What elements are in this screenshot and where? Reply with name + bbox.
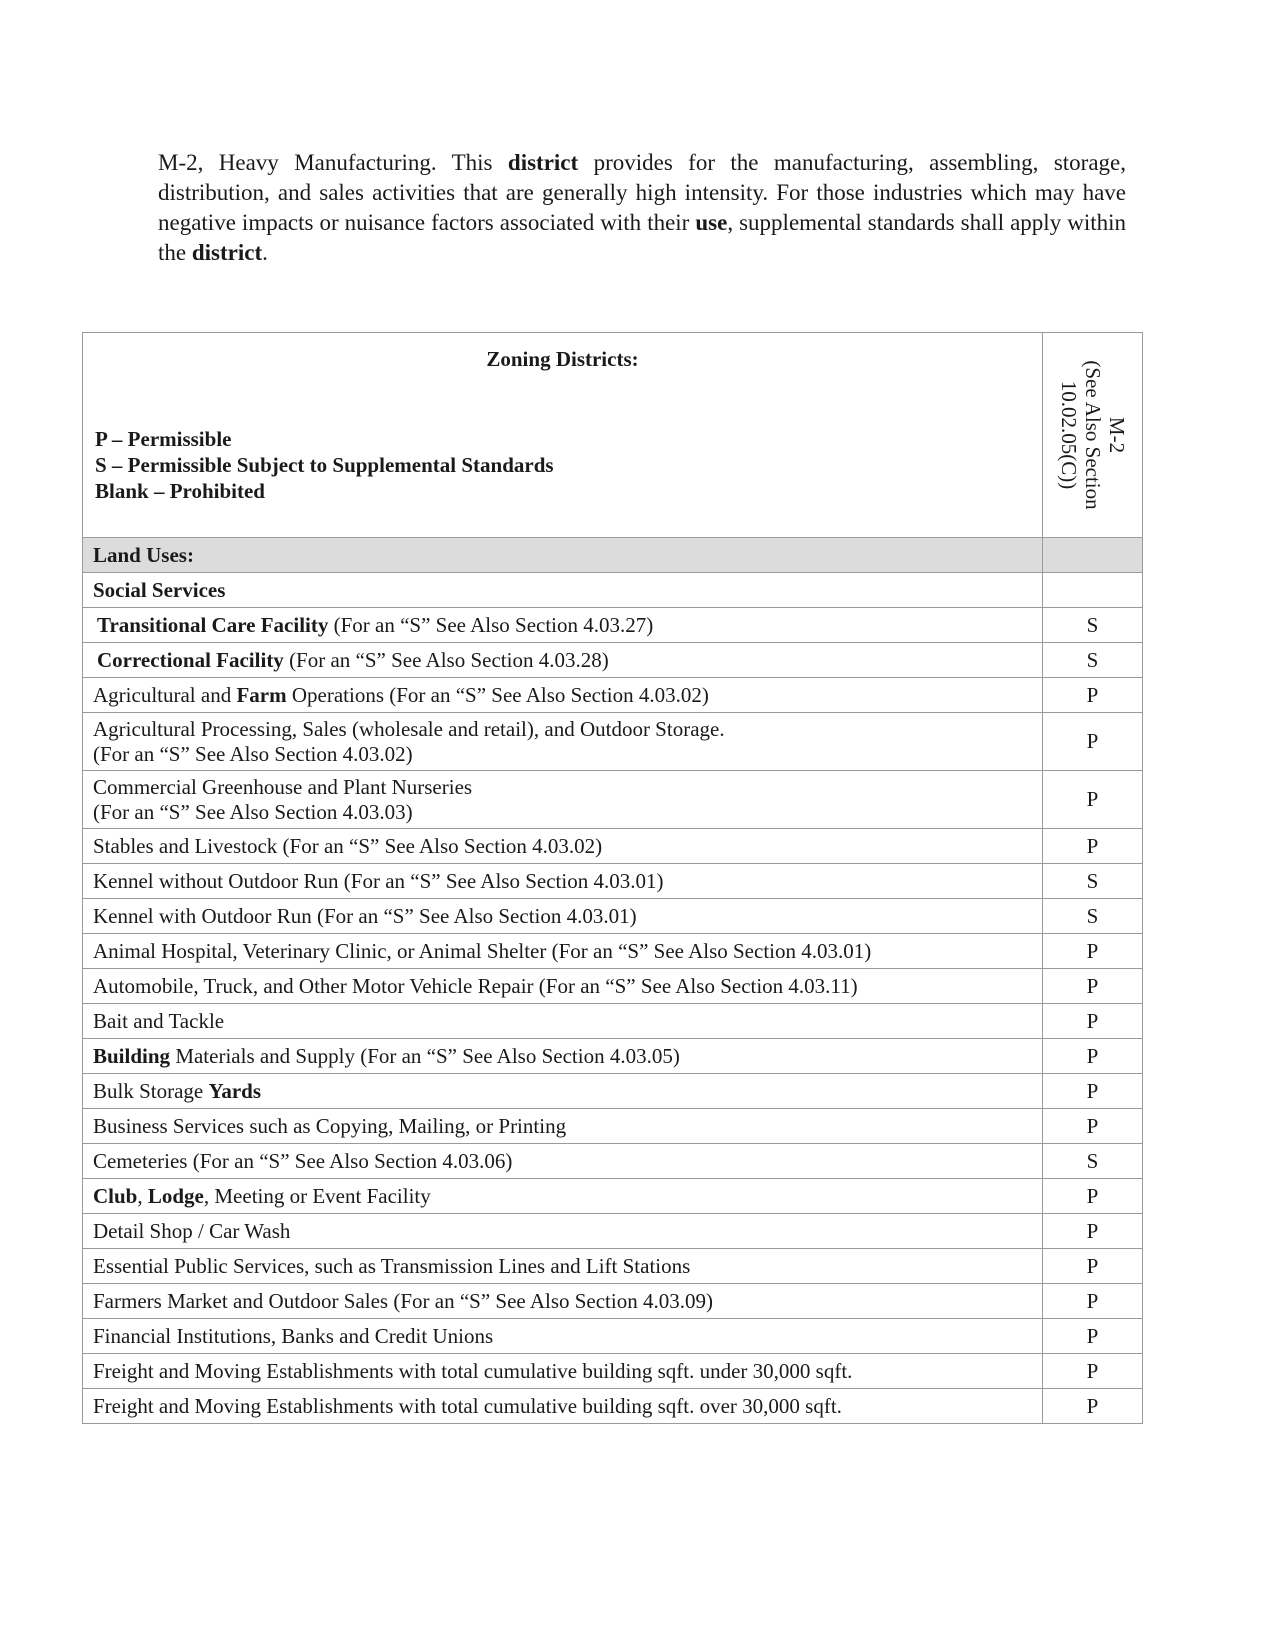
land-use-term: Building [93, 1043, 171, 1068]
land-use-text: , [137, 1183, 148, 1208]
land-use-text: Agricultural Processing, Sales (wholesale and retail), and Outdoor Storage. [93, 716, 725, 741]
legend-prohibited: Blank – Prohibited [95, 479, 265, 503]
land-use [83, 1074, 1043, 1109]
zoning-value: P [1043, 1109, 1143, 1144]
land-use-text: Commercial Greenhouse and Plant Nurseries [93, 774, 473, 799]
zoning-value: S [1043, 864, 1143, 899]
land-use: Kennel without Outdoor Run (For an “S” See Also Section 4.03.01) [83, 864, 1043, 899]
land-use: Bait and Tackle [83, 1004, 1043, 1039]
table-row [83, 713, 1143, 771]
zoning-value: S [1043, 643, 1143, 678]
land-use-text: , Meeting or Event Facility [203, 1183, 431, 1208]
district-column-header [1043, 333, 1143, 538]
table-row [83, 1179, 1143, 1214]
zoning-value: P [1043, 934, 1143, 969]
land-use-term: Club [93, 1183, 138, 1208]
table-row [83, 1109, 1143, 1144]
zoning-value: P [1043, 1074, 1143, 1109]
zoning-value: P [1043, 1354, 1143, 1389]
table-row [83, 1319, 1143, 1354]
zoning-value: P [1043, 829, 1143, 864]
zoning-value: P [1043, 678, 1143, 713]
land-use: Stables and Livestock (For an “S” See Also Section 4.03.02) [83, 829, 1043, 864]
land-use: Financial Institutions, Banks and Credit Unions [83, 1319, 1043, 1354]
land-use: Essential Public Services, such as Transmission Lines and Lift Stations [83, 1249, 1043, 1284]
land-use-text: (For an “S” See Also Section 4.03.02) [93, 741, 413, 766]
land-use [83, 713, 1043, 771]
land-uses-value [1043, 538, 1143, 573]
district-description [158, 148, 1126, 268]
term-district: district [191, 240, 263, 265]
zoning-value: S [1043, 1144, 1143, 1179]
land-use: Kennel with Outdoor Run (For an “S” See Also Section 4.03.01) [83, 899, 1043, 934]
land-use [83, 643, 1043, 678]
intro-text: provides for the manufacturing, assembling, storage, distribution, and sales activities that are generally high intensity. For those industries which may have negative impacts or nuisance factors associated with their [158, 150, 1126, 235]
table-row [83, 969, 1143, 1004]
zoning-value: P [1043, 1179, 1143, 1214]
term-district: district [507, 150, 579, 175]
zoning-value: P [1043, 1214, 1143, 1249]
zoning-value: P [1043, 1389, 1143, 1424]
zoning-value: P [1043, 771, 1143, 829]
land-use: Automobile, Truck, and Other Motor Vehicle Repair (For an “S” See Also Section 4.03.11) [83, 969, 1043, 1004]
land-use-table [82, 332, 1143, 1424]
legend-permissible: P – Permissible [95, 427, 232, 451]
district-note: (See Also Section [1080, 360, 1105, 510]
zoning-districts-header [83, 333, 1043, 538]
land-use: Cemeteries (For an “S” See Also Section 4.03.06) [83, 1144, 1043, 1179]
category-label: Social Services [83, 573, 1043, 608]
zoning-value: P [1043, 1319, 1143, 1354]
table-row [83, 1039, 1143, 1074]
table-row [83, 678, 1143, 713]
land-use-term: Lodge [147, 1183, 204, 1208]
table-row [83, 934, 1143, 969]
intro-text: , supplemental standards shall apply within the [158, 210, 1127, 265]
land-use [83, 678, 1043, 713]
table-row [83, 829, 1143, 864]
land-use: Animal Hospital, Veterinary Clinic, or Animal Shelter (For an “S” See Also Section 4.03.01) [83, 934, 1043, 969]
land-use: Business Services such as Copying, Mailing, or Printing [83, 1109, 1043, 1144]
land-use [83, 1039, 1043, 1074]
land-use-text: (For an “S” See Also Section 4.03.03) [93, 799, 413, 824]
category-row [83, 573, 1143, 608]
header-title: Zoning Districts: [486, 347, 639, 371]
table-row [83, 608, 1143, 643]
zoning-value: P [1043, 1039, 1143, 1074]
district-column-label [1057, 335, 1129, 535]
zoning-value: S [1043, 608, 1143, 643]
land-use-text: Materials and Supply (For an “S” See Also Section 4.03.05) [170, 1043, 680, 1068]
table-row [83, 1004, 1143, 1039]
land-use: Freight and Moving Establishments with total cumulative building sqft. under 30,000 sqft. [83, 1354, 1043, 1389]
table-row [83, 1074, 1143, 1109]
land-use-term: Transitional Care Facility [97, 612, 329, 637]
district-note: 10.02.05(C)) [1056, 380, 1081, 490]
intro-text: M-2, Heavy Manufacturing. This [158, 150, 508, 175]
land-use [83, 1179, 1043, 1214]
land-use-text: (For an “S” See Also Section 4.03.28) [283, 647, 609, 672]
zoning-value: P [1043, 1284, 1143, 1319]
land-use-text: Operations (For an “S” See Also Section 4.03.02) [286, 682, 709, 707]
table-row [83, 1144, 1143, 1179]
table-row [83, 643, 1143, 678]
table-row [83, 1284, 1143, 1319]
zoning-value: P [1043, 1249, 1143, 1284]
land-uses-label: Land Uses: [83, 538, 1043, 573]
term-use: use [695, 210, 728, 235]
land-use: Detail Shop / Car Wash [83, 1214, 1043, 1249]
land-use [83, 771, 1043, 829]
legend [95, 426, 554, 504]
land-use-text: Agricultural and [93, 682, 237, 707]
table-row [83, 1354, 1143, 1389]
table-row [83, 864, 1143, 899]
table-row [83, 1214, 1143, 1249]
land-use-term: Correctional Facility [97, 647, 284, 672]
table-row [83, 771, 1143, 829]
land-use: Farmers Market and Outdoor Sales (For an “S” See Also Section 4.03.09) [83, 1284, 1043, 1319]
table-header-row [83, 333, 1143, 538]
category-value [1043, 573, 1143, 608]
table-row [83, 1249, 1143, 1284]
legend-supplemental: S – Permissible Subject to Supplemental Standards [95, 453, 554, 477]
zoning-value: P [1043, 1004, 1143, 1039]
zoning-value: P [1043, 713, 1143, 771]
land-use: Freight and Moving Establishments with total cumulative building sqft. over 30,000 sqft. [83, 1389, 1043, 1424]
land-use-term: Farm [236, 682, 287, 707]
zoning-value: S [1043, 899, 1143, 934]
land-use-text: Bulk Storage [93, 1078, 209, 1103]
land-use-term: Yards [208, 1078, 262, 1103]
table-row [83, 899, 1143, 934]
zoning-value: P [1043, 969, 1143, 1004]
land-use-text: (For an “S” See Also Section 4.03.27) [328, 612, 654, 637]
table-row [83, 1389, 1143, 1424]
land-uses-row [83, 538, 1143, 573]
land-use [83, 608, 1043, 643]
intro-text: . [262, 240, 268, 265]
district-code: M-2 [1104, 416, 1129, 454]
